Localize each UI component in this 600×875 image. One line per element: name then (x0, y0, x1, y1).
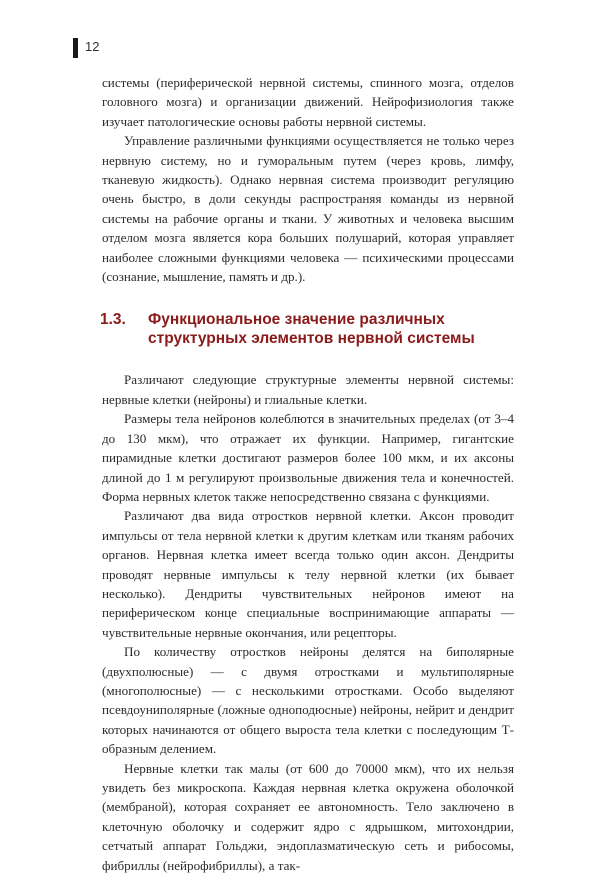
page-number: 12 (85, 39, 100, 54)
section-heading (100, 310, 514, 348)
body-paragraph: Различают два вида отростков нервной клетки. Аксон проводит импульсы от тела нервной клетки к другим клеткам или тканям рабочих органов. Нервная клетка имеет всегда только один аксон. Дендриты проводят нервные импульсы к телу нервной клетки (их бывает несколько). Дендриты чувствительных нейронов имеют на периферическом конце специальные воспринимающие аппараты — чувствительные нервные окончания, или рецепторы. (102, 508, 514, 640)
body-paragraph: системы (периферической нервной системы, спинного мозга, отделов головного мозга) и организации движений. Нейрофизиология также изучает патологические основы работы нервной системы. (102, 75, 514, 129)
section-title-line: Функциональное значение различных (148, 311, 445, 329)
body-paragraph: Нервные клетки так малы (от 600 до 70000 мкм), что их нельзя увидеть без микроскопа. Каждая нервная клетка окружена оболочкой (мембраной), которая сохраняет ее автономность. Тело заключено в клеточную оболочку и содержит ядро с ядрышком, митохондрии, сетчатый аппарат Гольджи, эндоплазматическую сеть и рибосомы, фибриллы (нейрофибриллы), а так- (102, 760, 514, 873)
section-title-line: структурных элементов нервной системы (148, 330, 475, 348)
page-body (102, 73, 514, 875)
section-title (148, 310, 514, 348)
section-number: 1.3. (100, 311, 126, 329)
body-paragraph: Управление различными функциями осуществляется не только через нервную систему, но и гуморальным путем (через кровь, лимфу, тканевую жидкость). Однако нервная система производит регуляцию очень быстро, в доли секунды распространяя команды из нервной системы на рабочие органы и ткани. У животных и человека высшим отделом мозга является кора больших полушарий, которая управляет наиболее сложными функциями человека — психическими процессами (сознание, мышление, память и др.). (102, 133, 514, 285)
body-paragraph: Различают следующие структурные элементы нервной системы: нервные клетки (нейроны) и глиальные клетки. (102, 372, 514, 407)
body-paragraph: По количеству отростков нейроны делятся на биполярные (двухполюсные) — с двумя отростками и мультиполярные (многополюсные) — с несколькими отростками. Особо выделяют псевдоуниполярные (ложные одноподюсные) нейроны, нейрит и дендрит которых начинаются от общего выроста тела клетки с последующим Т-образным делением. (102, 644, 514, 757)
body-paragraph: Размеры тела нейронов колеблются в значительных пределах (от 3–4 до 130 мкм), что отражает их функции. Например, гигантские пирамидные клетки достигают размеров более 100 мкм, и их аксоны длиной до 1 м регулируют произвольные движения тела и конечностей. Форма нервных клеток также непосредственно связана с функциями. (102, 411, 514, 504)
page-marker-bar (73, 38, 78, 58)
